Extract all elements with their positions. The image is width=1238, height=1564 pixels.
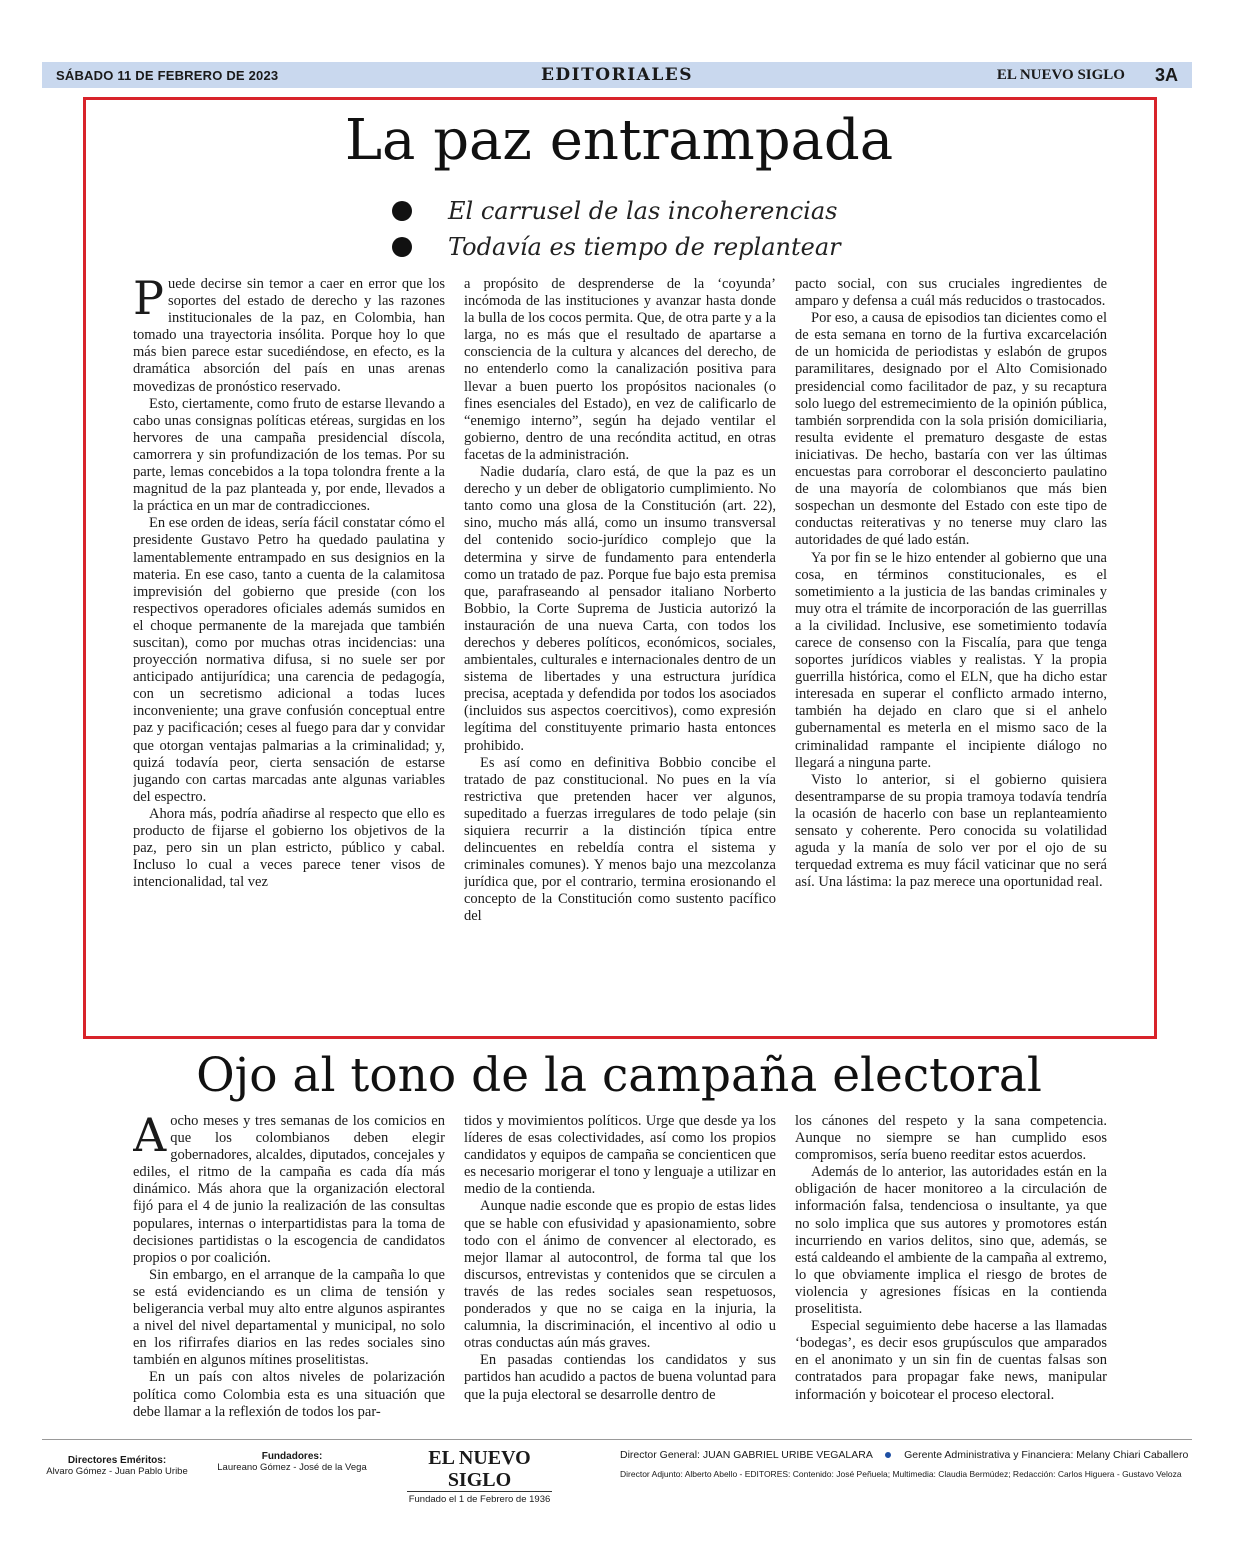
subhead-text: Todavía es tiempo de replantear — [448, 233, 841, 261]
article-column — [464, 1113, 776, 1425]
paragraph: Además de lo anterior, las autoridades están en la obligación de hacer monitoreo a la circulación de información falsa, tendenciosa o insultante, ya que no solo implica que sus autores y promotores están incurriendo en varios delitos, sino que, además, se está caldeando el ambiente de la campaña al extremo, lo que obviamente implica el riesgo de brotes de violencia y agresiones físicas en la contienda proselitista. — [795, 1164, 1107, 1318]
paragraph: Visto lo anterior, si el gobierno quisiera desentramparse de su propia tramoya todavía tendría la ocasión de hacerlo con base un replanteamiento sensato y coherente. Pero conocida su volatilidad aguda y la manía de solo ver por el ojo de su terquedad extrema es muy fácil vaticinar que no será así. Una lástima: la paz merece una oportunidad real. — [795, 771, 1107, 891]
article-column — [795, 1113, 1107, 1425]
paragraph — [133, 1113, 445, 1267]
paragraph: Sin embargo, en el arranque de la campaña lo que se está evidenciando es un clima de tensión y beligerancia verbal muy alto entre algunos aspirantes a nivel del nivel departamental y municipal, no solo en los rifirrafes diarios en las redes sociales sino también en algunos mítines proselitistas. — [133, 1266, 445, 1369]
paragraph: tidos y movimientos políticos. Urge que desde ya los líderes de esas colectividades, así como los propios candidatos y equipos de campaña se concienticen que es necesario morigerar el tono y lenguaje a utilizar en medio de la contienda. — [464, 1113, 776, 1198]
editorial-2-title: Ojo al tono de la campaña electoral — [196, 1048, 1042, 1103]
paragraph: En ese orden de ideas, sería fácil constatar cómo el presidente Gustavo Petro ha quedado paulatina y lamentablemente entrampado en sus designios en la materia. En ese caso, tanto a cuenta de la calamitosa imprevisión del gobierno que preside (con los respectivos operadores oficiales además sumidos en el choque permanente de la marejada que también suscitan), como por muchas otras incidencias: una proyección normativa difusa, si no suele ser por anticipado antijurídica; una carencia de pedagogía, con un secretismo adicional a todas luces inconveniente; una grave confusión conceptual entre paz y pacificación; ceses al fuego para dar y convidar que otorgan ventajas palmarias a la criminalidad; y, quizá todavía peor, cierta sensación de estarse jugando con cartas marcadas ante algunas variables del espectro. — [133, 515, 445, 805]
directores-names: Alvaro Gómez - Juan Pablo Uribe — [46, 1466, 188, 1477]
header-right — [997, 65, 1178, 86]
issue-date: SÁBADO 11 DE FEBRERO DE 2023 — [56, 67, 279, 83]
article-column — [795, 276, 1107, 1022]
paragraph: Aunque nadie esconde que es propio de estas lides que se hable con efusividad y apasionamiento, sobre todo con el ánimo de convencer al electorado, es mejor llamar al autocontrol, de forma tal que los discursos, entrevistas y contenidos que se circulen a través de las redes sociales sean respetuosos, ponderados y que no se caiga en la injuria, la calumnia, la discriminación, el incentivo al odio u otras conductas aún más graves. — [464, 1198, 776, 1352]
logo-text: EL NUEVO SIGLO — [407, 1447, 552, 1492]
founded-date: Fundado el 1 de Febrero de 1936 — [408, 1494, 551, 1505]
footer-logo — [407, 1447, 552, 1505]
paragraph-text: ocho meses y tres semanas de los comicios en que los colombianos deben elegir gobernadores, alcaldes, diputados, concejales y ediles, el ritmo de la campaña es cada día más dinámico. Más ahora que la organización electoral fijó para el 4 de junio la realización de las consultas populares, internas o interpartidistas para la toma de decisiones partidistas o la escogencia de candidatos propios o por coalición. — [133, 1113, 445, 1266]
paragraph: Por eso, a causa de episodios tan dicientes como el de esta semana en torno de la furtiva excarcelación de un homicida de periodistas y eslabón de grupos paramilitares, designado por el Alto Comisionado presidencial como facilitador de paz, y su recaptura solo luego del estremecimiento de la opinión pública, también sorprendida con la sola prisión domiciliaria, resulta evidente el prematuro desgaste de estas iniciativas. De hecho, bastaría con ver las últimas encuestas para corroborar el desconcierto paulatino de una mayoría de colombianos que más bien sospechan un desmonte del Estado con este tipo de conductas reiterativas y no tenerse muy claro las autoridades de qué lado están. — [795, 310, 1107, 549]
paragraph: En un país con altos niveles de polarización política como Colombia esta es una situación que debe llamar a la reflexión de todos los par- — [133, 1369, 445, 1420]
page-header-bar — [42, 62, 1192, 88]
fundadores-block — [217, 1451, 367, 1473]
credits-row — [620, 1449, 1192, 1461]
bullet-icon — [392, 201, 412, 221]
article-column — [133, 1113, 445, 1425]
article-column — [464, 276, 776, 1022]
gerente: Gerente Administrativa y Financiera: Melany Chiari Caballero — [904, 1449, 1189, 1461]
staff-line: Director Adjunto: Alberto Abello - EDITORES: Contenido: José Peñuela; Multimedia: Claudia Bermúdez; Redacción: Carlos Higuera - Gustavo Veloza — [620, 1469, 1182, 1479]
paragraph: Nadie dudaría, claro está, de que la paz es un derecho y un deber de obligatorio cumplimiento. No tanto como una glosa de la Constitución (art. 22), sino, mucho más allá, como un insumo transversal del contenido socio-jurídico complejo que la determina y sirve de fundamento para entenderla como un tratado de paz. Porque fue bajo esta premisa que, parafraseando al pensador italiano Norberto Bobbio, la Corte Suprema de Justicia autorizó la instauración de una nueva Carta, con todos los derechos y deberes políticos, económicos, sociales, ambientales, culturales e internacionales dentro de un sistema de libertades y una estructura jurídica precisa, aceptada y defendida por todos los asociados (incluidos sus aspectos coercitivos), como expresión legítima del constituyente primario hasta entonces prohibido. — [464, 464, 776, 754]
paragraph: los cánones del respeto y la sana competencia. Aunque no siempre se han cumplido esos compromisos, sería bueno reeditar estos acuerdos. — [795, 1113, 1107, 1164]
paragraph: Ahora más, podría añadirse al respecto que ello es producto de fijarse el gobierno los objetivos de la paz, pero sin un plan estricto, público y cabal. Incluso lo cual a veces parece tener visos de intencionalidad, tal vez — [133, 805, 445, 891]
section-title: EDITORIALES — [540, 65, 694, 85]
director-general: Director General: JUAN GABRIEL URIBE VEGALARA — [620, 1449, 873, 1461]
separator-dot-icon — [885, 1452, 891, 1458]
drop-cap: P — [133, 276, 164, 325]
drop-cap: A — [133, 1113, 167, 1162]
footer-divider — [42, 1439, 1192, 1440]
brand-name: EL NUEVO SIGLO — [996, 66, 1125, 83]
subhead-item — [392, 193, 841, 229]
paragraph: Ya por fin se le hizo entender al gobierno que una cosa, en términos constitucionales, es el sometimiento a la justicia de las bandas criminales y muy otra el trámite de incorporación de las guerrillas a la civilidad. Inclusive, ese sometimiento todavía carece de consenso con la Fiscalía, para que tenga soportes jurídicos viables y realistas. Y la propia guerrilla histórica, como el ELN, que ha dicho estar interesada en superar el conflicto armado interno, también ha dejado en claro que si el anhelo gubernamental es meterla en el mismo saco de la criminalidad rampante el incipiente diálogo no llegará a ninguna parte. — [795, 549, 1107, 771]
fundadores-names: Laureano Gómez - José de la Vega — [217, 1462, 367, 1473]
directores-label: Directores Eméritos: — [67, 1455, 167, 1466]
paragraph: a propósito de desprenderse de la ‘coyunda’ incómoda de las instituciones y avanzar hasta donde la bulla de los cocos permita. Que, de otra parte y a la larga, no es más que el resultado de apartarse a consciencia de la cultura y alcances del derecho, de no entenderlo como la canalización positiva para llevar a buen puerto los propósitos nacionales (o fines esenciales del Estado), en vez de calificarlo de “enemigo interno”, según ha dejado ventilar el gobierno, dentro de una recóndita actitud, en otras facetas de la administración. — [464, 276, 776, 463]
editorial-2-body — [133, 1113, 1107, 1425]
staff-credits — [620, 1449, 1192, 1479]
bullet-icon — [392, 237, 412, 257]
article-column — [133, 276, 445, 1022]
masthead-footer — [42, 1447, 1192, 1505]
paragraph-text: uede decirse sin temor a caer en error que los soportes del estado de derecho y las razones institucionales de la paz, en Colombia, han tomado una trayectoria insólita. Porque hoy lo que más bien parece estar sucediéndose, en efecto, es la dramática absorción del país en unas arenas movedizas de pronóstico reservado. — [133, 276, 445, 395]
paragraph — [133, 276, 445, 396]
paragraph: Es así como en definitiva Bobbio concibe el tratado de paz constitucional. No pues en la vía restrictiva que pretenden hacer ver algunos, supeditado a fuerzas irregulares de todo pelaje (sin siquiera recurrir a la distinción típica entre delincuentes en rebeldía contra el sistema y criminales comunes). Y menos bajo una mezcolanza jurídica que, por el contrario, termina erosionando el concepto de la Constitución como sustento pacífico del — [464, 754, 776, 925]
paragraph: Esto, ciertamente, como fruto de estarse llevando a cabo unas consignas políticas etéreas, surgidas en los hervores de una campaña presidencial díscola, camorrera y sin profundización de los temas. Por su parte, lemas concebidos a la topa tolondra frente a la magnitud de la paz planteada y, por ende, llevados a la práctica en un mar de contradicciones. — [133, 395, 445, 515]
editorial-1-body — [133, 276, 1107, 1022]
editorial-1-title: La paz entrampada — [344, 108, 894, 173]
directores-block — [42, 1455, 192, 1477]
fundadores-label: Fundadores: — [261, 1451, 323, 1462]
paragraph: En pasadas contiendas los candidatos y sus partidos han acudido a pactos de buena voluntad para que la puja electoral se desarrolle dentro de — [464, 1352, 776, 1403]
editorial-1-subheads — [392, 193, 841, 265]
subhead-item — [392, 229, 841, 265]
paragraph: pacto social, con sus cruciales ingredientes de amparo y defensa a cuál más reducidos o trastocados. — [795, 276, 1107, 310]
paragraph: Especial seguimiento debe hacerse a las llamadas ‘bodegas’, es decir esos grupúsculos que amparados en el anonimato y un sin fin de cuentas falsas son contratados para propagar fake news, manipular información y boicotear el proceso electoral. — [795, 1318, 1107, 1403]
subhead-text: El carrusel de las incoherencias — [448, 197, 838, 225]
page-number: 3A — [1154, 64, 1178, 85]
